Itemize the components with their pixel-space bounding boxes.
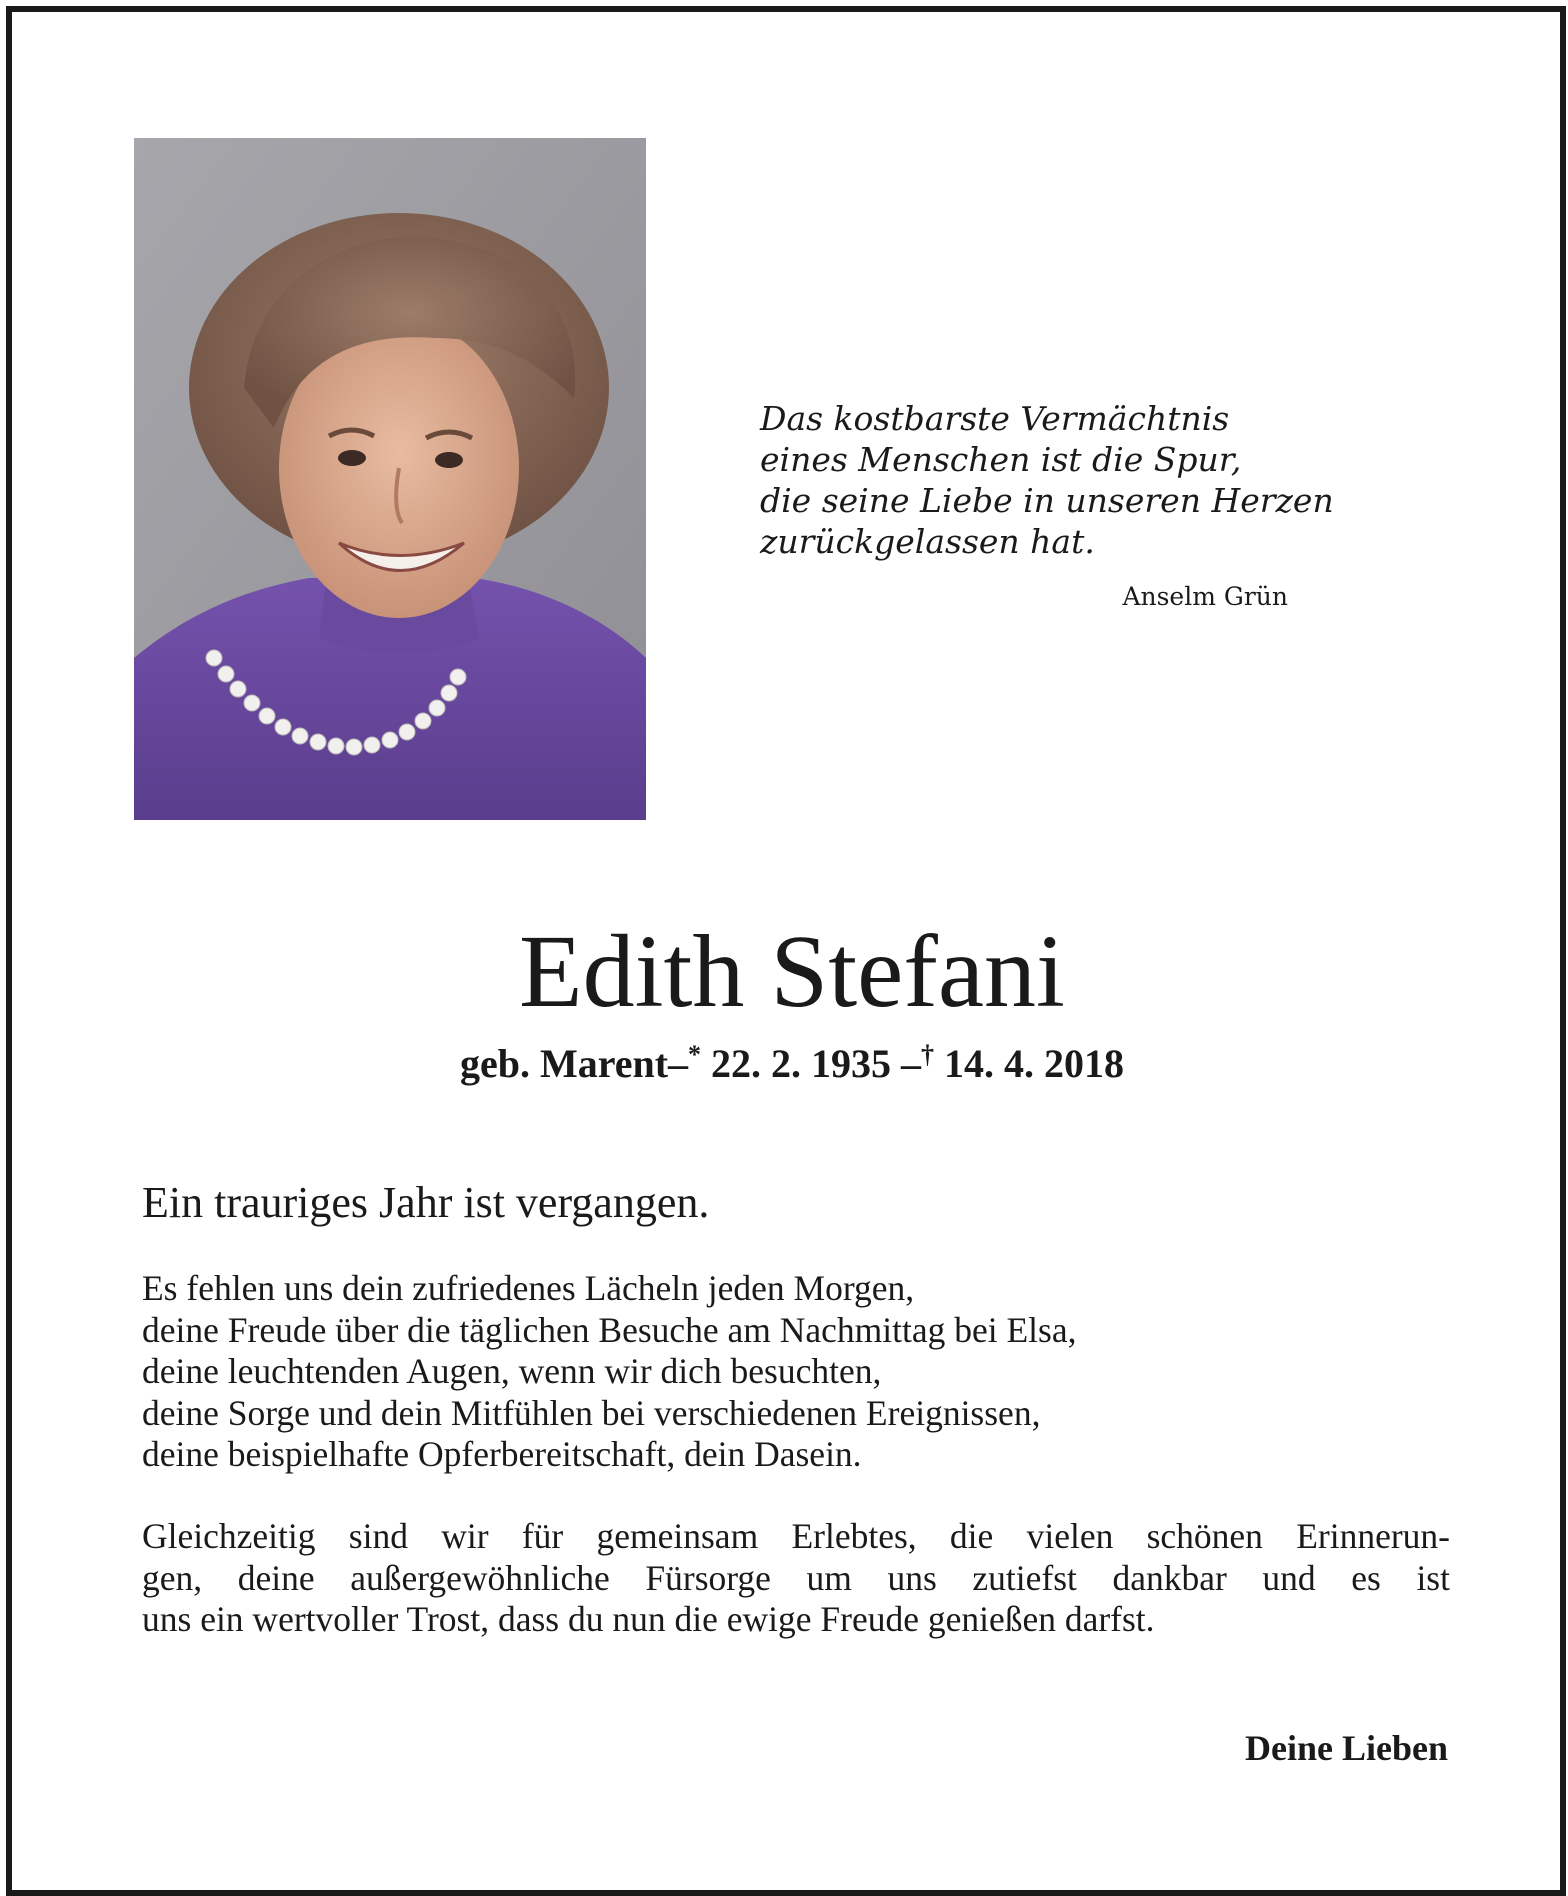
quote-line: zurückgelassen hat.	[760, 522, 1095, 561]
death-symbol: †	[921, 1040, 935, 1069]
life-dates	[12, 1040, 1568, 1088]
birth-name: geb. Marent	[459, 1041, 669, 1086]
paragraph-line: deine Freude über die täglichen Besuche am Nachmittag bei Elsa,	[142, 1309, 1077, 1350]
quote-author: Anselm Grün	[1122, 582, 1288, 611]
death-date: 14. 4. 2018	[944, 1041, 1125, 1086]
separator: –	[668, 1041, 689, 1086]
paragraph-line: deine leuchtenden Augen, wenn wir dich besuchten,	[142, 1351, 882, 1391]
paragraph-line: deine Sorge und dein Mitfühlen bei verschiedenen Ereignissen,	[142, 1392, 1041, 1433]
memorial-quote	[760, 398, 1334, 562]
paragraph-line: Gleichzeitig sind wir für gemeinsam Erlebtes, die vielen schönen Erinnerun-	[142, 1516, 1450, 1556]
quote-line: Das kostbarste Vermächtnis	[760, 399, 1230, 438]
memorial-heading: Ein trauriges Jahr ist vergangen.	[142, 1178, 710, 1227]
separator: –	[901, 1041, 922, 1086]
signature: Deine Lieben	[1245, 1728, 1448, 1768]
deceased-name: Edith Stefani	[519, 914, 1065, 1029]
portrait-photo-icon	[134, 138, 646, 820]
obituary-frame	[6, 6, 1566, 1896]
quote-line: eines Menschen ist die Spur,	[760, 440, 1242, 479]
paragraph-line: deine beispielhafte Opferbereitschaft, dein Dasein.	[142, 1434, 862, 1474]
quote-line: die seine Liebe in unseren Herzen	[760, 481, 1334, 520]
paragraph-line: gen, deine außergewöhnliche Fürsorge um uns zutiefst dankbar und es ist	[142, 1557, 1450, 1598]
memorial-paragraph-2	[142, 1516, 1450, 1641]
paragraph-line: Es fehlen uns dein zufriedenes Lächeln jeden Morgen,	[142, 1268, 915, 1308]
paragraph-line: uns ein wertvoller Trost, dass du nun die ewige Freude genießen darfst.	[142, 1599, 1155, 1639]
birth-date: 22. 2. 1935	[711, 1041, 892, 1086]
portrait-photo	[134, 138, 646, 820]
birth-symbol: *	[688, 1040, 702, 1069]
memorial-paragraph-1	[142, 1268, 1462, 1476]
